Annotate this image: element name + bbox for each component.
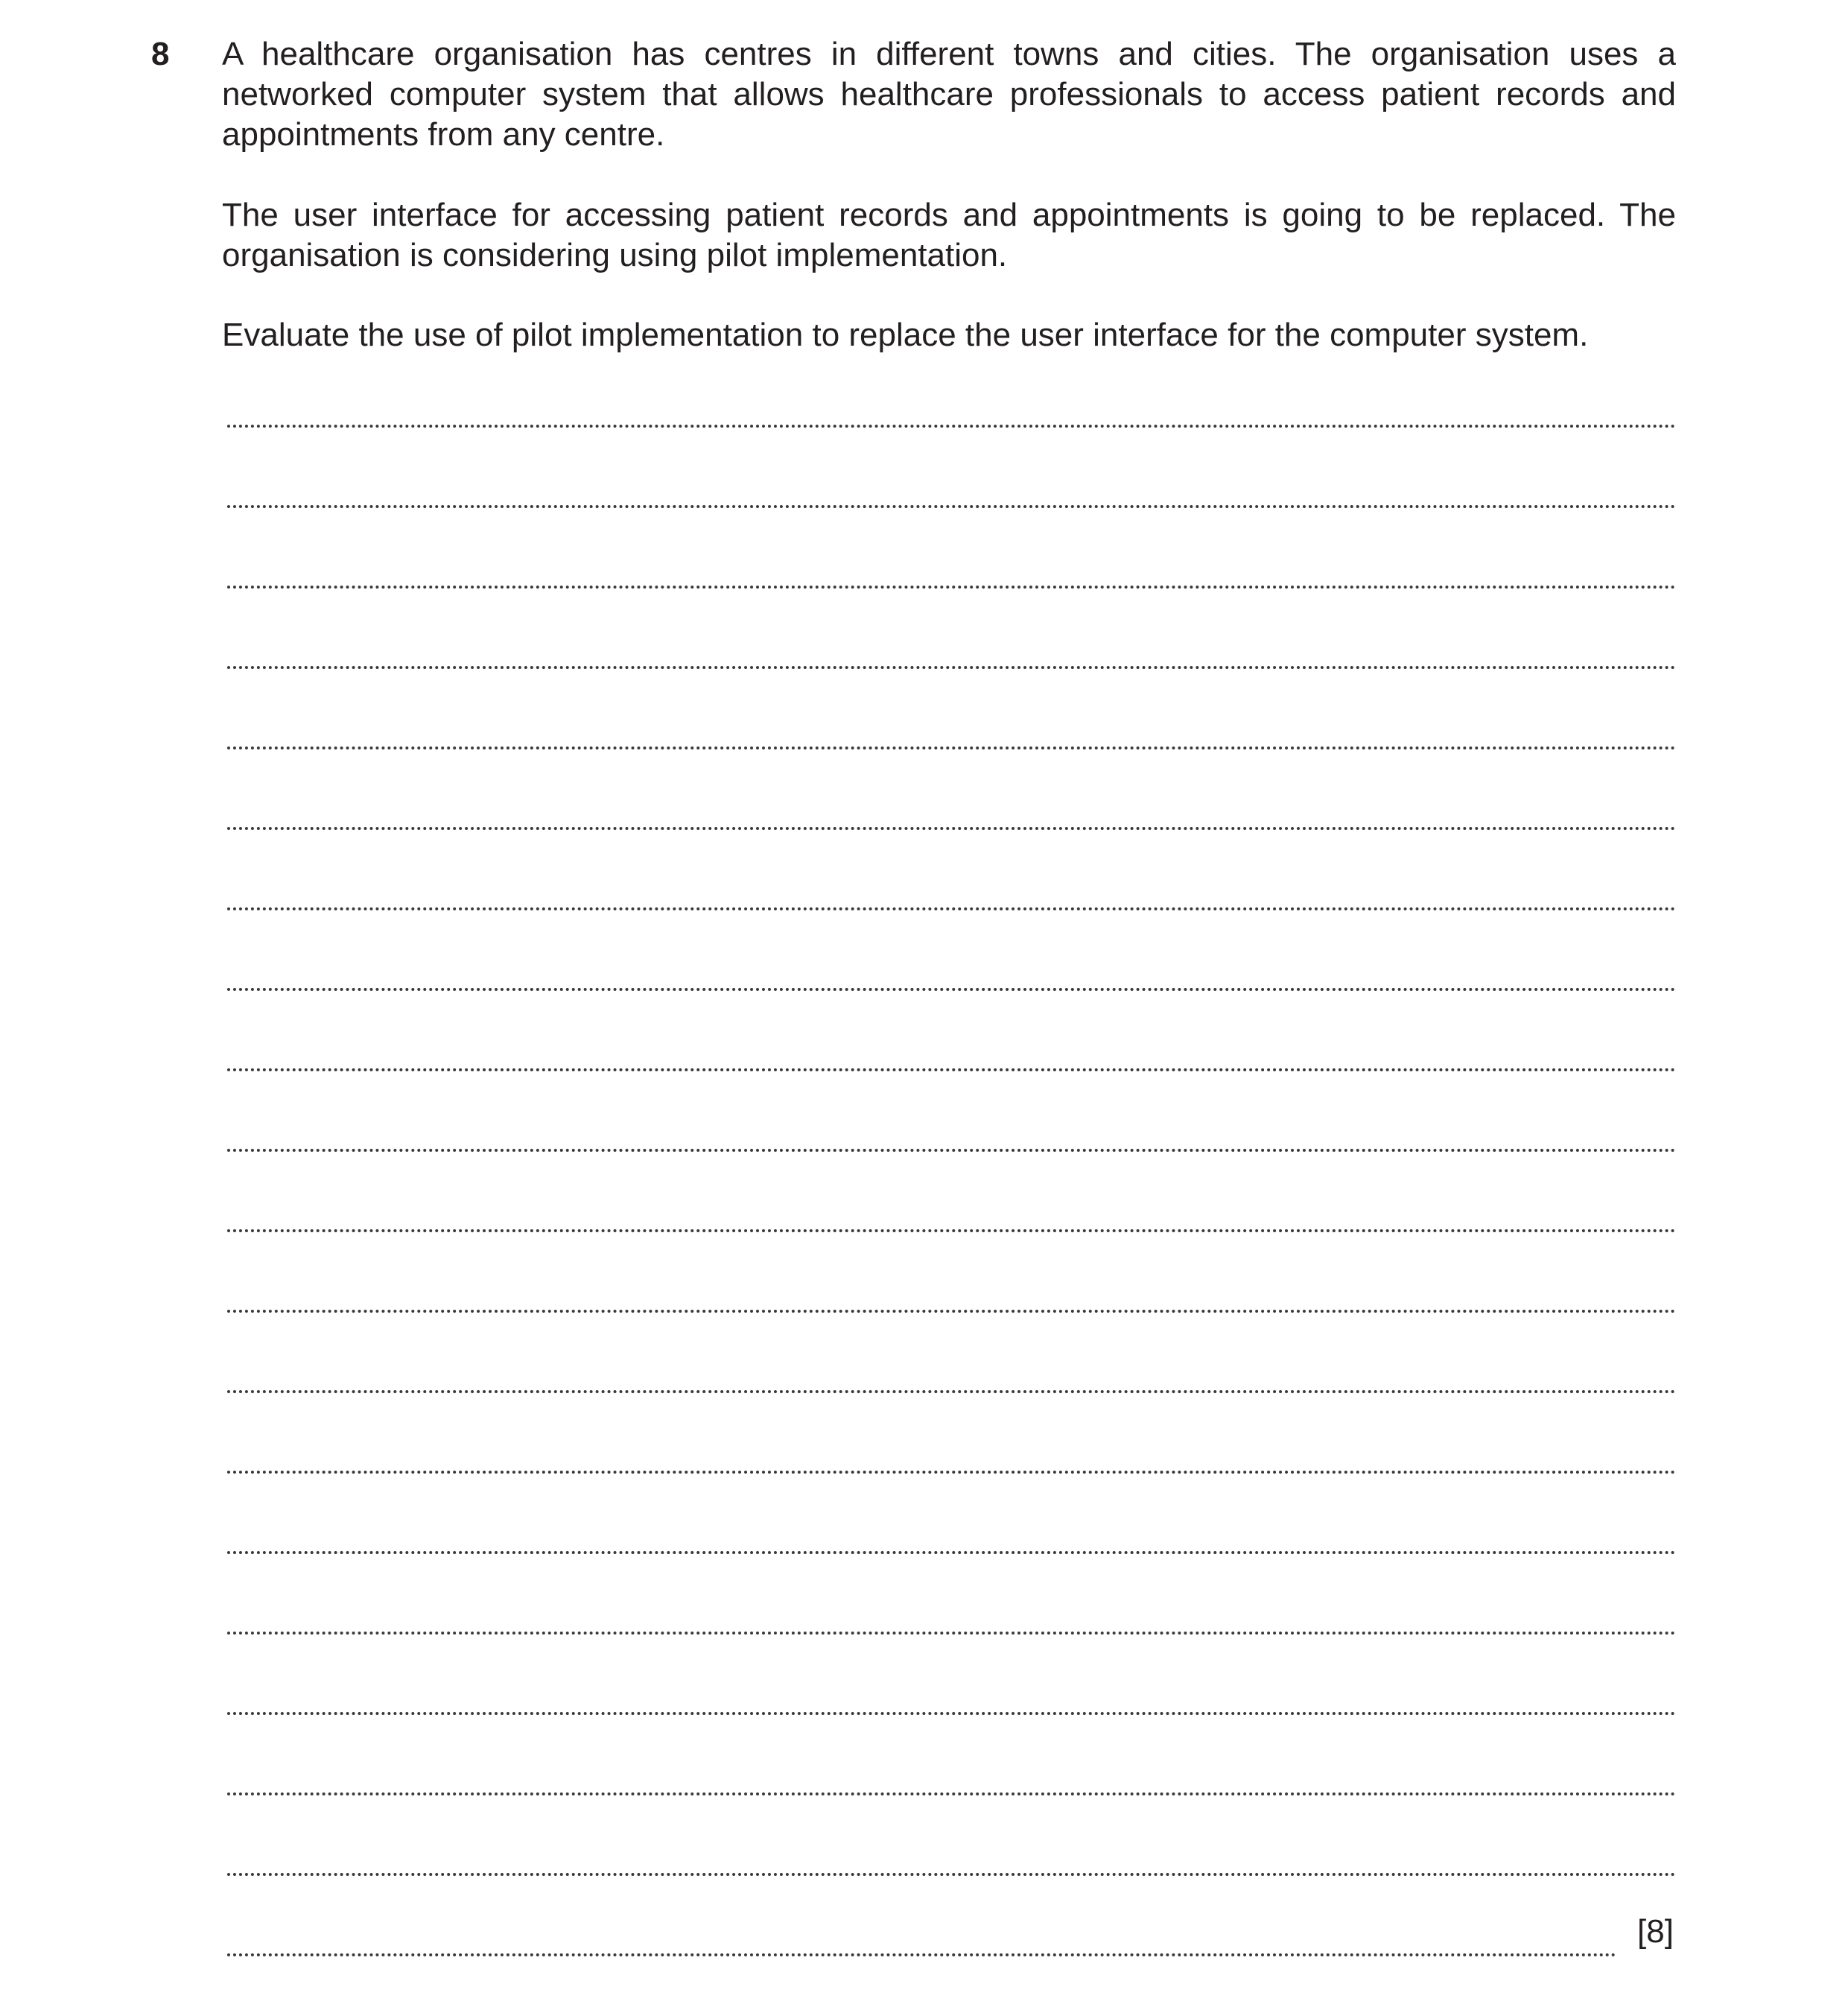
question-context-paragraph: A healthcare organisation has centres in different towns and cities. The organisation uses a networked computer system that allows healthcare professionals to access patient records and appointments from any centre.	[222, 36, 1676, 153]
answer-line[interactable]	[227, 1068, 1676, 1071]
answer-line[interactable]	[227, 1471, 1676, 1474]
answer-line[interactable]	[227, 505, 1676, 508]
answer-line[interactable]	[227, 827, 1676, 830]
answer-line[interactable]	[227, 1149, 1676, 1152]
answer-line[interactable]	[227, 1953, 1616, 1956]
answer-line[interactable]	[227, 1310, 1676, 1313]
marks-allocation: [8]	[1637, 1913, 1674, 1950]
question-number: 8	[151, 36, 170, 72]
answer-line[interactable]	[227, 988, 1676, 991]
question-instruction: Evaluate the use of pilot implementation to replace the user interface for the computer system.	[222, 317, 1589, 353]
answer-line[interactable]	[227, 425, 1676, 428]
question-scenario-paragraph: The user interface for accessing patient records and appointments is going to be replaced. The organisation is considering using pilot implementation.	[222, 197, 1676, 273]
answer-line[interactable]	[227, 1873, 1676, 1876]
answer-line[interactable]	[227, 1792, 1676, 1795]
answer-line[interactable]	[227, 1390, 1676, 1393]
answer-line[interactable]	[227, 666, 1676, 669]
answer-line[interactable]	[227, 1551, 1676, 1554]
answer-line[interactable]	[227, 907, 1676, 910]
answer-line[interactable]	[227, 1712, 1676, 1715]
answer-line[interactable]	[227, 746, 1676, 749]
answer-line[interactable]	[227, 1229, 1676, 1232]
answer-line[interactable]	[227, 1632, 1676, 1635]
answer-line[interactable]	[227, 586, 1676, 589]
